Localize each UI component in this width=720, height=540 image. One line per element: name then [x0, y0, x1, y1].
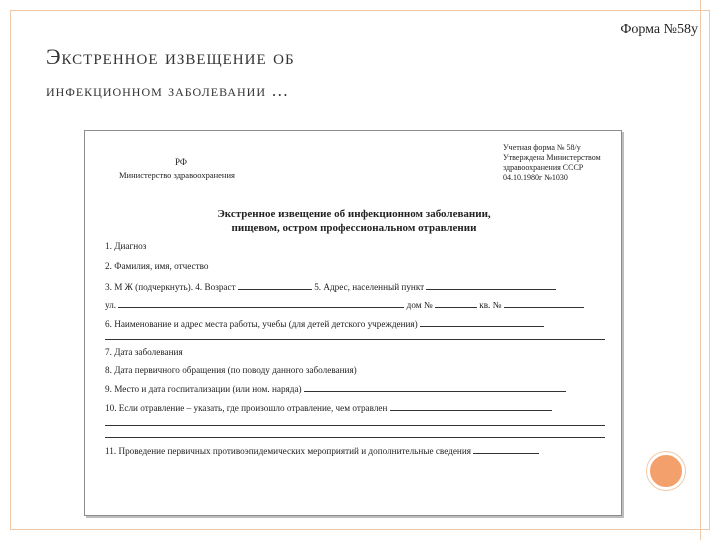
field-house-label: дом №	[406, 300, 433, 310]
field-workplace-line	[420, 318, 544, 327]
decorative-circle	[647, 452, 685, 490]
field-measures-label: 11. Проведение первичных противоэпидемических мероприятий и дополнительные сведения	[105, 446, 471, 456]
field-poisoning-label: 10. Если отравление – указать, где произошло отравление, чем отравлен	[105, 403, 388, 413]
field-hospitalization-label: 9. Место и дата госпитализации (или ном. наряда)	[105, 384, 302, 394]
registration-line-1: Учетная форма № 58/у	[503, 143, 581, 152]
field-sex-age-label: 3. М Ж (подчеркнуть). 4. Возраст	[105, 282, 236, 292]
field-house-line	[435, 299, 477, 308]
field-address-label: 5. Адрес, населенный пункт	[314, 282, 425, 292]
field-first-visit-date-label: 8. Дата первичного обращения (по поводу данного заболевания)	[105, 365, 357, 375]
field-diagnosis-label: 1. Диагноз	[105, 241, 147, 251]
field-sex-age-address	[105, 281, 556, 292]
field-age-line	[238, 281, 312, 290]
field-workplace-label: 6. Наименование и адрес места работы, учебы (для детей детского учреждения)	[105, 319, 418, 329]
form-heading-line-2: пищевом, остром профессиональном отравлении	[231, 222, 477, 234]
field-apt-line	[504, 299, 584, 308]
slide-title	[46, 40, 566, 108]
field-full-name-label: 2. Фамилия, имя, отчество	[105, 261, 209, 271]
field-poisoning-extra-line-2	[105, 437, 605, 438]
form-document-image	[84, 130, 622, 516]
field-onset-date	[105, 347, 183, 357]
form-heading-line-1: Экстренное извещение об инфекционном заболевании,	[217, 208, 491, 220]
field-street-line	[118, 299, 404, 308]
field-street-label: ул.	[105, 300, 117, 310]
registration-line-2: Утверждена Министерством	[503, 153, 601, 162]
form-number-label: Форма №58у	[620, 22, 698, 37]
field-measures-line	[473, 445, 539, 454]
field-poisoning	[105, 402, 552, 413]
field-address-line	[426, 281, 556, 290]
slide-title-line-1: Экстренное извещение об	[46, 44, 295, 69]
registration-line-3: здравоохранения СССР	[503, 163, 584, 172]
field-onset-date-label: 7. Дата заболевания	[105, 347, 183, 357]
field-poisoning-line	[390, 402, 552, 411]
field-poisoning-extra-line-1	[105, 425, 605, 426]
field-diagnosis	[105, 241, 146, 251]
field-street	[105, 299, 584, 310]
field-workplace	[105, 318, 544, 329]
field-workplace-extra-line	[105, 339, 605, 340]
field-first-visit-date	[105, 365, 357, 375]
registration-line-4: 04.10.1980г №1030	[503, 173, 568, 182]
header-country: РФ	[175, 157, 187, 167]
field-full-name	[105, 261, 209, 271]
header-ministry: Министерство здравоохранения	[119, 170, 235, 180]
side-rule	[700, 0, 701, 540]
registration-block	[503, 143, 601, 183]
field-apt-label: кв. №	[479, 300, 502, 310]
slide-title-line-2: инфекционном заболевании …	[46, 81, 290, 100]
field-hospitalization-line	[304, 383, 566, 392]
form-heading	[85, 207, 623, 235]
field-hospitalization	[105, 383, 566, 394]
field-measures	[105, 445, 539, 456]
